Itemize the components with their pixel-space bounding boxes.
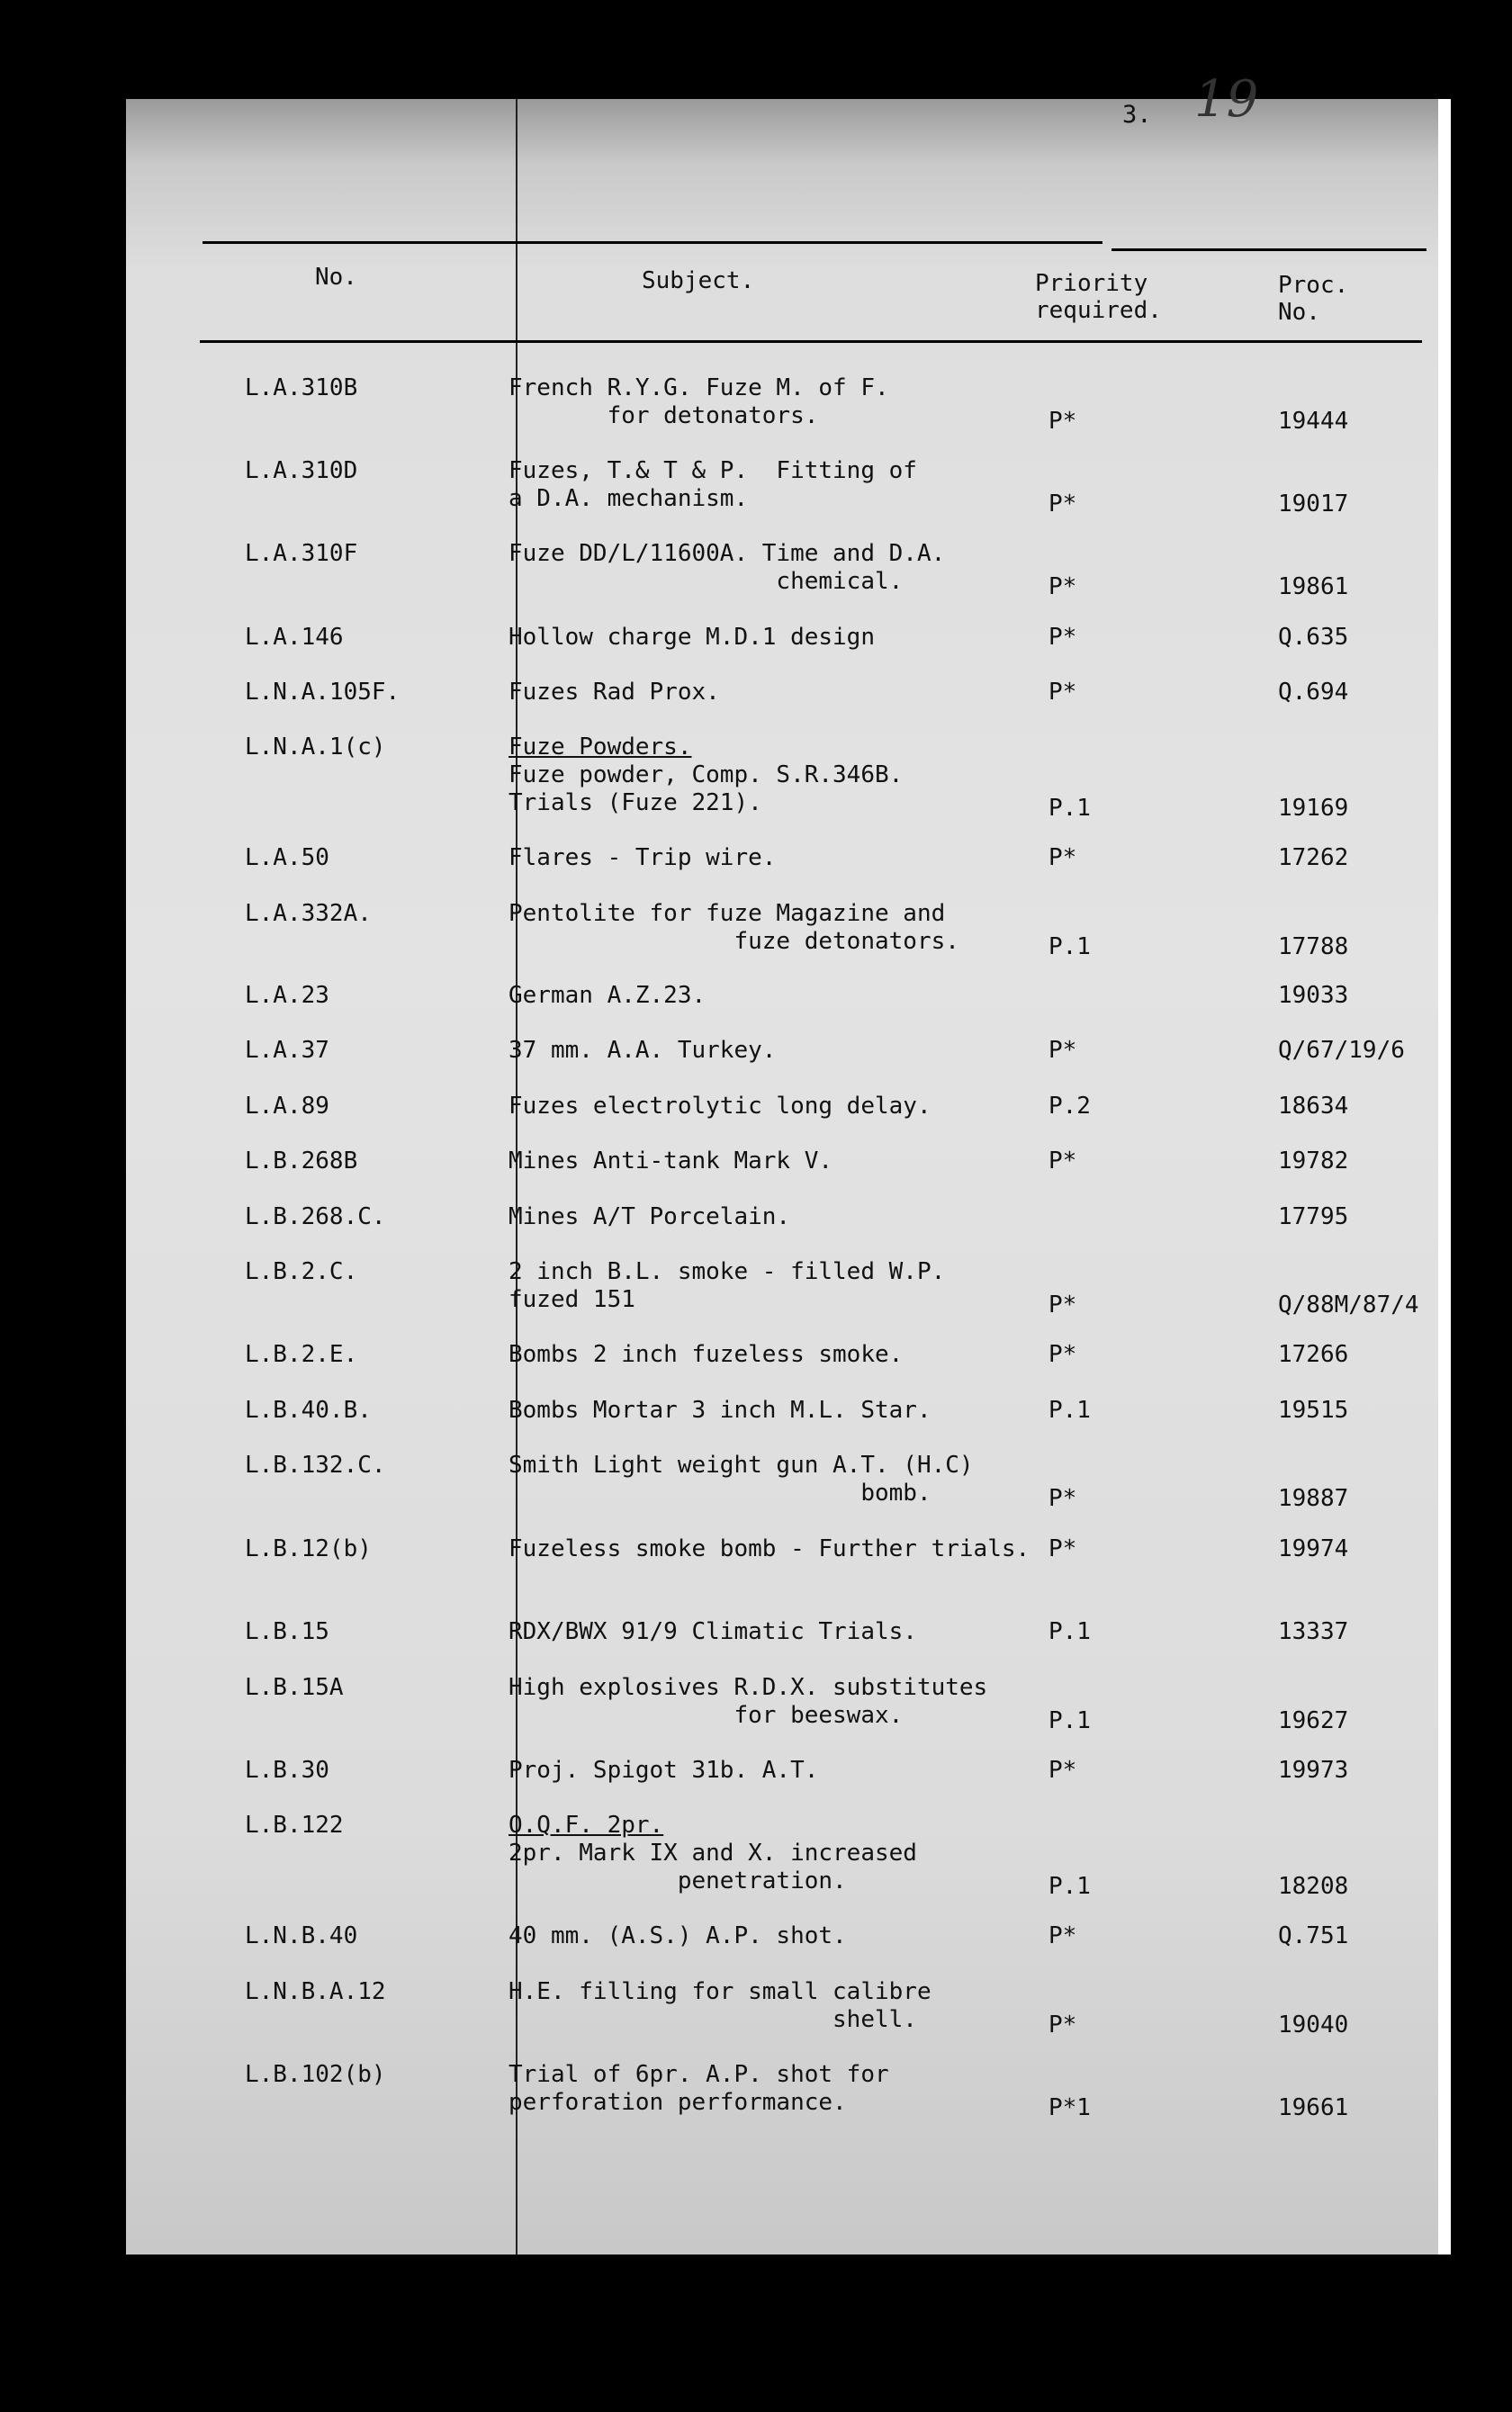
entry-subject: Smith Light weight gun A.T. (H.C): [508, 1452, 974, 1479]
entry-proc-number: 19444: [1278, 408, 1349, 435]
entry-priority: P*: [1048, 1148, 1077, 1174]
header-priority: required.: [1035, 297, 1162, 324]
entry-subject: chemical.: [508, 568, 904, 595]
entry-proc-number: Q.751: [1278, 1922, 1349, 1949]
header-proc: No.: [1278, 299, 1320, 326]
top-rule: [202, 241, 1102, 244]
entry-number: L.B.2.E.: [245, 1341, 358, 1368]
entry-subject: Hollow charge M.D.1 design: [508, 624, 875, 651]
punch-hole: [88, 133, 124, 167]
entry-priority: P.1: [1048, 1873, 1091, 1900]
entry-number: L.A.146: [245, 624, 344, 651]
entry-priority: P*: [1048, 1037, 1077, 1064]
entry-number: L.B.15: [245, 1618, 329, 1645]
entry-subject: High explosives R.D.X. substitutes: [508, 1674, 988, 1701]
entry-priority: P*: [1048, 408, 1077, 435]
entry-subject: Mines Anti-tank Mark V.: [508, 1148, 833, 1174]
entry-number: L.N.A.1(c): [245, 734, 386, 760]
handwritten-annotation: 19: [1194, 70, 1259, 129]
entry-proc-number: 18208: [1278, 1873, 1349, 1900]
entry-proc-number: 13337: [1278, 1618, 1349, 1645]
entry-number: L.A.310F: [245, 540, 358, 567]
entry-subject: French R.Y.G. Fuze M. of F.: [508, 374, 889, 401]
entry-number: L.B.2.C.: [245, 1258, 358, 1285]
header-subject: Subject.: [642, 267, 755, 294]
entry-proc-number: 19515: [1278, 1397, 1349, 1424]
entry-priority: P*: [1048, 1292, 1077, 1318]
entry-proc-number: 19169: [1278, 795, 1349, 822]
entry-subject: shell.: [508, 2006, 917, 2033]
entry-number: L.A.310D: [245, 457, 358, 484]
punch-hole: [86, 86, 125, 123]
entry-proc-number: Q.694: [1278, 679, 1349, 706]
header-proc: Proc.: [1278, 272, 1349, 299]
entry-subject: 37 mm. A.A. Turkey.: [508, 1037, 777, 1064]
entry-number: L.A.310B: [245, 374, 358, 401]
entry-priority: P.1: [1048, 933, 1091, 960]
entry-priority: P*: [1048, 1757, 1077, 1784]
entry-number: L.B.40.B.: [245, 1397, 372, 1424]
entry-proc-number: 17266: [1278, 1341, 1349, 1368]
entry-proc-number: 19033: [1278, 982, 1349, 1009]
entry-number: L.B.15A: [245, 1674, 344, 1701]
entry-number: L.N.A.105F.: [245, 679, 400, 706]
header-rule: [200, 340, 1422, 343]
entry-number: L.A.23: [245, 982, 329, 1009]
entry-subject: Bombs 2 inch fuzeless smoke.: [508, 1341, 904, 1368]
entry-number: L.B.268.C.: [245, 1203, 386, 1230]
entry-priority: P*: [1048, 1485, 1077, 1512]
entry-subject: Trials (Fuze 221).: [508, 789, 762, 816]
entry-priority: P*: [1048, 679, 1077, 706]
entry-priority: P.2: [1048, 1093, 1091, 1120]
entry-number: L.B.268B: [245, 1148, 358, 1174]
entry-subject: perforation performance.: [508, 2089, 847, 2116]
header-no: No.: [315, 264, 357, 291]
entry-subject: 2 inch B.L. smoke - filled W.P.: [508, 1258, 946, 1285]
entry-number: L.N.B.A.12: [245, 1978, 386, 2005]
entry-proc-number: 19040: [1278, 2012, 1349, 2038]
entry-subject: Fuze powder, Comp. S.R.346B.: [508, 761, 904, 788]
entry-priority: P*1: [1048, 2094, 1091, 2121]
entry-subject: 40 mm. (A.S.) A.P. shot.: [508, 1922, 847, 1949]
entry-priority: P*: [1048, 2012, 1077, 2038]
entry-subject: Trial of 6pr. A.P. shot for: [508, 2061, 889, 2088]
entry-subject: Proj. Spigot 31b. A.T.: [508, 1757, 819, 1784]
entry-proc-number: 17795: [1278, 1203, 1349, 1230]
entry-priority: P*: [1048, 1341, 1077, 1368]
entry-number: L.A.50: [245, 844, 329, 871]
entry-priority: P*: [1048, 844, 1077, 871]
entry-proc-number: 19782: [1278, 1148, 1349, 1174]
entry-number: L.B.30: [245, 1757, 329, 1784]
entry-subject: Fuzeless smoke bomb - Further trials.: [508, 1535, 1030, 1562]
top-rule: [1112, 248, 1426, 251]
entry-proc-number: 19974: [1278, 1535, 1349, 1562]
header-priority: Priority: [1035, 270, 1148, 297]
entry-proc-number: 19887: [1278, 1485, 1349, 1512]
entry-priority: P*: [1048, 1922, 1077, 1949]
entry-proc-number: 17262: [1278, 844, 1349, 871]
entry-proc-number: Q/88M/87/4: [1278, 1292, 1419, 1318]
entry-priority: P.1: [1048, 1707, 1091, 1734]
entry-subject: Bombs Mortar 3 inch M.L. Star.: [508, 1397, 932, 1424]
entry-subject: Mines A/T Porcelain.: [508, 1203, 791, 1230]
entry-proc-number: 19661: [1278, 2094, 1349, 2121]
entry-number: L.A.37: [245, 1037, 329, 1064]
entry-proc-number: 17788: [1278, 933, 1349, 960]
entry-heading: Fuze Powders.: [508, 734, 692, 760]
entry-subject: a D.A. mechanism.: [508, 485, 749, 512]
entry-proc-number: 18634: [1278, 1093, 1349, 1120]
entry-proc-number: 19973: [1278, 1757, 1349, 1784]
entry-number: L.B.12(b): [245, 1535, 372, 1562]
entry-subject: Pentolite for fuze Magazine and: [508, 900, 946, 927]
entry-subject: Fuzes, T.& T & P. Fitting of: [508, 457, 917, 484]
entry-subject: Fuzes Rad Prox.: [508, 679, 720, 706]
entry-subject: H.E. filling for small calibre: [508, 1978, 932, 2005]
entry-subject: German A.Z.23.: [508, 982, 706, 1009]
entry-subject: Fuze DD/L/11600A. Time and D.A.: [508, 540, 946, 567]
entry-priority: P*: [1048, 490, 1077, 518]
entry-subject: 2pr. Mark IX and X. increased: [508, 1840, 917, 1867]
entry-subject: fuze detonators.: [508, 928, 959, 955]
entry-subject: bomb.: [508, 1480, 932, 1507]
page-number: 3.: [1122, 101, 1152, 129]
entry-number: L.N.B.40: [245, 1922, 358, 1949]
entry-number: L.A.332A.: [245, 900, 372, 927]
entry-priority: P*: [1048, 624, 1077, 651]
entry-priority: P.1: [1048, 1397, 1091, 1424]
entry-proc-number: Q/67/19/6: [1278, 1037, 1405, 1064]
entry-subject: for detonators.: [508, 402, 819, 429]
entry-proc-number: 19627: [1278, 1707, 1349, 1734]
entry-priority: P.1: [1048, 1618, 1091, 1645]
entry-proc-number: Q.635: [1278, 624, 1349, 651]
entry-subject: RDX/BWX 91/9 Climatic Trials.: [508, 1618, 917, 1645]
entry-subject: Flares - Trip wire.: [508, 844, 777, 871]
entry-number: L.B.102(b): [245, 2061, 386, 2088]
entry-number: L.B.132.C.: [245, 1452, 386, 1479]
entry-priority: P*: [1048, 573, 1077, 600]
entry-subject: fuzed 151: [508, 1286, 635, 1313]
page-edge: [1438, 99, 1451, 2254]
entry-priority: P.1: [1048, 795, 1091, 822]
entry-number: L.B.122: [245, 1812, 344, 1839]
entry-subject: penetration.: [508, 1868, 847, 1894]
entry-proc-number: 19861: [1278, 573, 1349, 600]
entry-subject: for beeswax.: [508, 1702, 904, 1729]
entry-proc-number: 19017: [1278, 490, 1349, 518]
entry-priority: P*: [1048, 1535, 1077, 1562]
entry-number: L.A.89: [245, 1093, 329, 1120]
entry-heading: O.Q.F. 2pr.: [508, 1812, 664, 1839]
entry-subject: Fuzes electrolytic long delay.: [508, 1093, 932, 1120]
